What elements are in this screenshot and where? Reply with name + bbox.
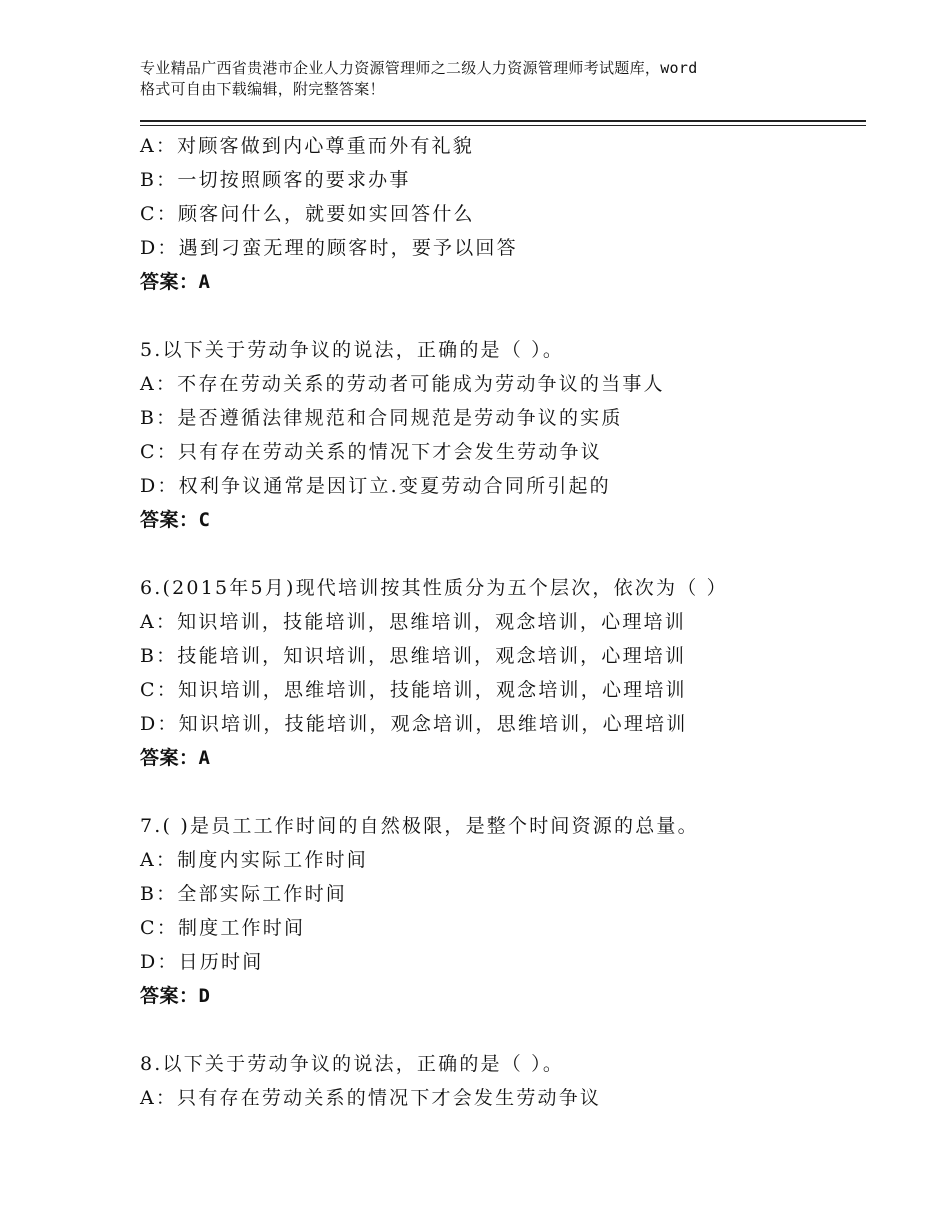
- answer: 答案：A: [140, 747, 211, 769]
- option-a: A：不存在劳动关系的劳动者可能成为劳动争议的当事人: [140, 373, 665, 395]
- option-d: D：权利争议通常是因订立.变夏劳动合同所引起的: [140, 475, 611, 497]
- header-rule-thin: [140, 125, 866, 126]
- option-b: B：是否遵循法律规范和合同规范是劳动争议的实质: [140, 407, 623, 429]
- header-line-1: 专业精品广西省贵港市企业人力资源管理师之二级人力资源管理师考试题库，word: [140, 59, 698, 77]
- option-c: C：知识培训，思维培训，技能培训，观念培训，心理培训: [140, 679, 687, 701]
- question-block-5: [140, 333, 866, 537]
- option-b: B：技能培训，知识培训，思维培训，观念培训，心理培训: [140, 645, 687, 667]
- option-a: A：制度内实际工作时间: [140, 849, 368, 871]
- answer: 答案：A: [140, 271, 211, 293]
- question-block-partial: [140, 129, 866, 299]
- option-c: C：制度工作时间: [140, 917, 306, 939]
- spacer: [140, 775, 866, 809]
- spacer: [140, 299, 866, 333]
- question-stem: 5.以下关于劳动争议的说法，正确的是（ ）。: [140, 339, 565, 361]
- question-block-6: [140, 571, 866, 775]
- question-stem: 7.( )是员工工作时间的自然极限，是整个时间资源的总量。: [140, 815, 699, 837]
- question-block-8: [140, 1047, 866, 1115]
- option-b: B：全部实际工作时间: [140, 883, 347, 905]
- question-stem: 6.(2015年5月)现代培训按其性质分为五个层次，依次为（ ）: [140, 577, 728, 599]
- question-list: [140, 129, 866, 1115]
- option-d: D：知识培训，技能培训，观念培训，思维培训，心理培训: [140, 713, 688, 735]
- option-d: D：遇到刁蛮无理的顾客时，要予以回答: [140, 237, 518, 259]
- answer: 答案：D: [140, 985, 211, 1007]
- answer: 答案：C: [140, 509, 211, 531]
- option-a: A：知识培训，技能培训，思维培训，观念培训，心理培训: [140, 611, 686, 633]
- option-c: C：只有存在劳动关系的情况下才会发生劳动争议: [140, 441, 602, 463]
- spacer: [140, 537, 866, 571]
- option-a: A：只有存在劳动关系的情况下才会发生劳动争议: [140, 1087, 602, 1109]
- option-a: A：对顾客做到内心尊重而外有礼貌: [140, 135, 474, 157]
- option-c: C：顾客问什么，就要如实回答什么: [140, 203, 475, 225]
- document-header: [140, 58, 840, 100]
- question-stem: 8.以下关于劳动争议的说法，正确的是（ ）。: [140, 1053, 565, 1075]
- question-block-7: [140, 809, 866, 1013]
- header-rule-thick: [140, 120, 866, 122]
- option-b: B：一切按照顾客的要求办事: [140, 169, 411, 191]
- option-d: D：日历时间: [140, 951, 264, 973]
- spacer: [140, 1013, 866, 1047]
- header-line-2: 格式可自由下载编辑，附完整答案！: [140, 80, 385, 98]
